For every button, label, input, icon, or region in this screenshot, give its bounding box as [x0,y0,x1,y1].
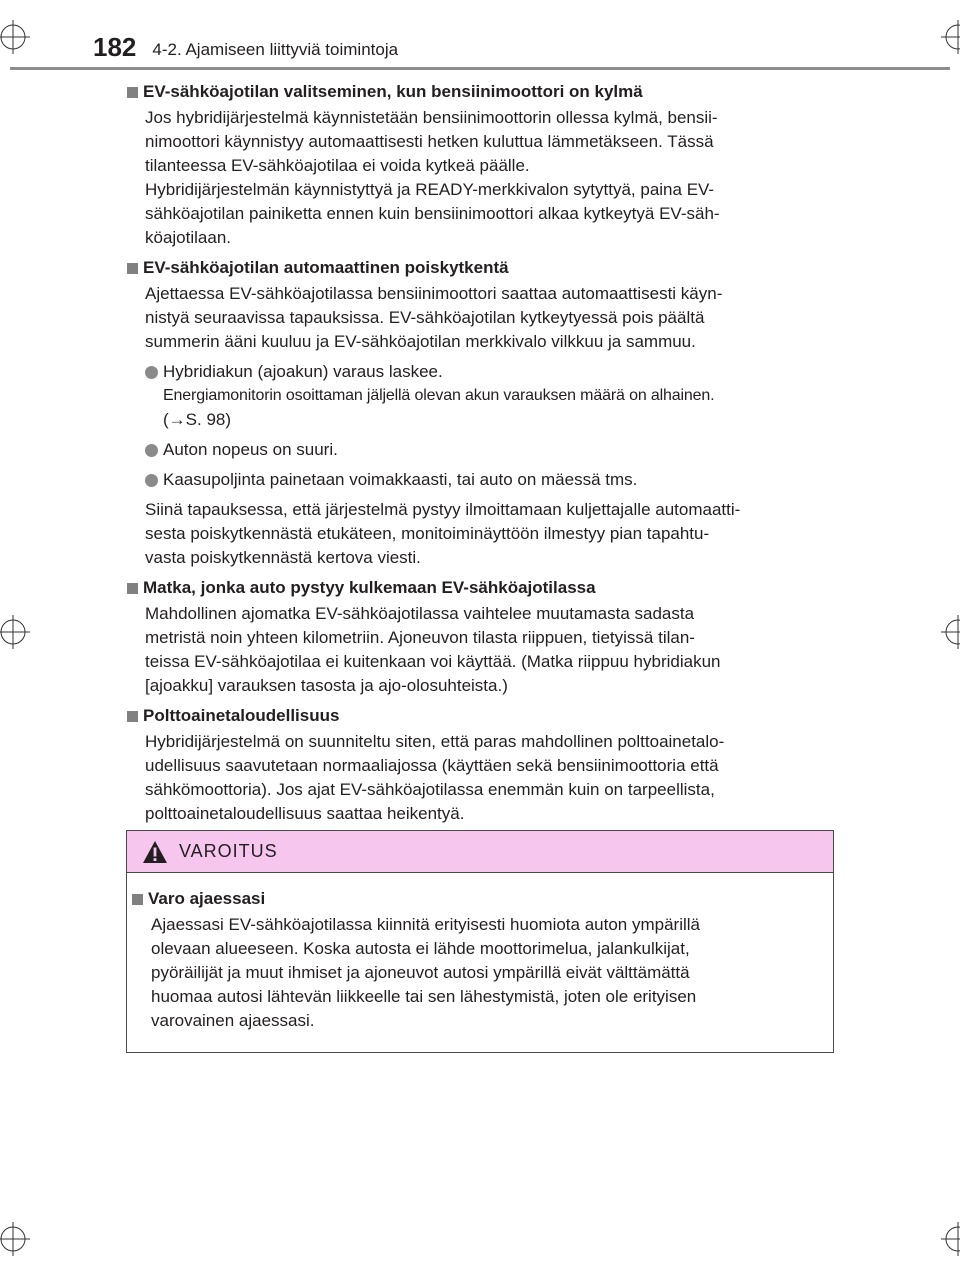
section-ev-range [128,576,828,698]
paragraph: Hybridijärjestelmä on suunniteltu siten, että paras mahdollinen polttoainetalo- udellisuus saavutetaan normaaliajossa (käyttäen sekä bensiinimoottoria että sähkömoottoria). Jos ajat EV-sähköajotilassa enemmän kuin on tarpeellista, polttoainetaloudellisuus saattaa heikentyä. [145,732,725,823]
round-bullet-icon [145,444,158,457]
section-heading: Matka, jonka auto pystyy kulkemaan EV-sähköajotilassa [127,576,828,600]
list-item [145,360,828,432]
crop-mark-icon [941,615,960,649]
section-ev-cold-engine [128,80,828,250]
square-bullet-icon [132,894,143,905]
crop-mark-icon [0,20,30,54]
section-heading: Polttoainetaloudellisuus [127,704,828,728]
page-reference: (→S. 98) [163,410,232,429]
warning-triangle-icon [142,840,168,864]
section-heading: EV-sähköajotilan automaattinen poiskytkentä [127,256,828,280]
list-item-text: Auton nopeus on suuri. [163,440,338,459]
square-bullet-icon [127,263,138,274]
header-section-title: 4-2. Ajamiseen liittyviä toimintoja [152,40,399,59]
square-bullet-icon [127,87,138,98]
warning-label: VAROITUS [179,841,278,861]
header-rule [10,67,950,70]
warning-text: Ajaessasi EV-sähköajotilassa kiinnitä erityisesti huomiota auton ympärillä olevaan alueeseen. Koska autosta ei lähde moottorimelua, jalankulkijat, pyöräilijät ja muut ihmiset ja ajoneuvot autosi ympärillä eivät välttämättä huomaa autosi lähtevän liikkeelle tai sen lähestymistä, joten ole erityisen varovainen ajaessasi. [151,915,700,1030]
list-item [145,468,828,492]
warning-box [126,830,834,1053]
paragraph: Jos hybridijärjestelmä käynnistetään bensiinimoottorin ollessa kylmä, bensii- nimoottori käynnistyy automaattisesti hetken kuluttua lämmetäkseen. Tässä tilanteessa EV-sähköajotilaa ei voida kytkeä päälle. Hybridijärjestelmän käynnistyttyä ja READY-merkkivalon sytyttyä, paina EV- sähköajotilan painiketta ennen kuin bensiinimoottori alkaa kytkeytyä EV-säh- köajotilaan. [145,108,720,247]
crop-mark-icon [941,20,960,54]
section-ev-auto-cancel [128,256,828,570]
crop-mark-icon [941,1222,960,1256]
round-bullet-icon [145,366,158,379]
paragraph: Ajettaessa EV-sähköajotilassa bensiinimoottori saattaa automaattisesti käyn- nistyä seuraavissa tapauksissa. EV-sähköajotilan kytkeytyessä pois päältä summerin ääni kuuluu ja EV-sähköajotilan merkkivalo vilkkuu ja sammuu. [145,284,723,351]
list-item-text: Hybridiakun (ajoakun) varaus laskee. [163,362,443,381]
crop-mark-icon [0,615,30,649]
section-fuel-economy [128,704,828,826]
round-bullet-icon [145,474,158,487]
warning-header [127,831,833,873]
section-heading: EV-sähköajotilan valitseminen, kun bensiinimoottori on kylmä [127,80,828,104]
paragraph: Siinä tapauksessa, että järjestelmä pystyy ilmoittamaan kuljettajalle automaatti- sesta poiskytkennästä etukäteen, monitoiminäyttöön ilmestyy pian tapahtu- vasta poiskytkennästä kertova viesti. [145,500,741,567]
paragraph: Mahdollinen ajomatka EV-sähköajotilassa vaihtelee muutamasta sadasta metristä noin yhteen kilometriin. Ajoneuvon tilasta riippuen, tietyissä tilan- teissa EV-sähköajotilaa ei kuitenkaan voi käyttää. (Matka riippuu hybridiakun [ajoakku] varauksen tasosta ja ajo-olosuhteista.) [145,604,721,695]
page-header [93,30,398,62]
warning-body [127,873,833,1033]
square-bullet-icon [127,583,138,594]
list-item-text: Kaasupoljinta painetaan voimakkaasti, tai auto on mäessä tms. [163,470,638,489]
square-bullet-icon [127,711,138,722]
crop-mark-icon [0,1222,30,1256]
page-content [128,80,828,832]
warning-heading: Varo ajaessasi [132,887,823,911]
page-number: 182 [93,32,137,62]
list-item [145,438,828,462]
list-item-subtext: Energiamonitorin osoittaman jäljellä olevan akun varauksen määrä on alhainen. [163,387,715,404]
